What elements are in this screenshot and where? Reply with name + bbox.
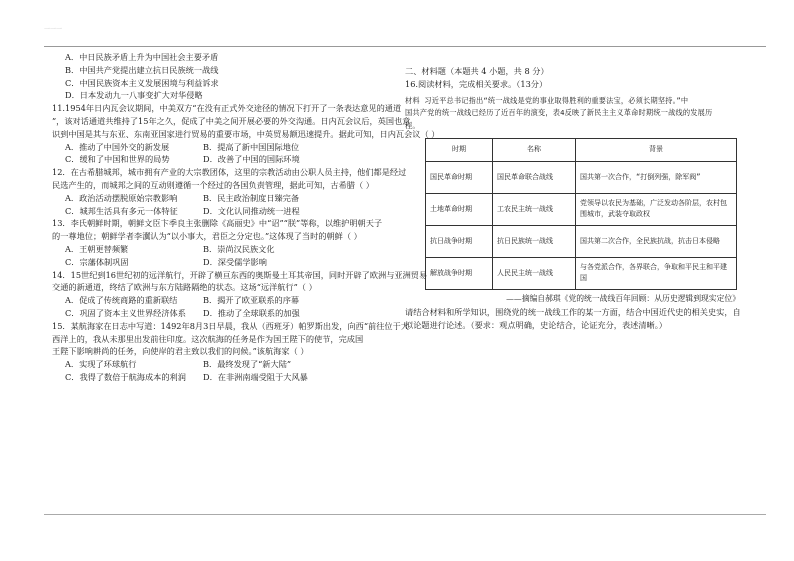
table-cell-period: 国民革命时期	[426, 161, 493, 193]
q15-option-d: D．在非洲南端受阻于大风暴	[203, 371, 308, 382]
q13-stem-2: 的一尊地位；朝鲜学者李瀷认为“以小事大，君臣之分定也。”这体现了当时的朝鲜（ ）	[52, 231, 362, 242]
q15-options-cd	[52, 371, 392, 384]
q14-options-cd	[52, 307, 392, 320]
q11-options-ab	[52, 141, 392, 154]
q15-option-b: B．最终发现了“新大陆”	[203, 359, 292, 370]
q13-stem-1: 13．李氏朝鲜时期，朝鲜文臣卞季良主张删除《高丽史》中“诏”“朕”等称，以维护明朝天子	[52, 218, 383, 229]
q12-stem-1: 12．在古希腊城邦，城市拥有产业的大宗教团体，这里的宗教活动由公职人员主持，他们都是经过	[52, 167, 407, 178]
q16-title: 16.阅读材料，完成相关要求。（13分）	[405, 78, 548, 89]
table-cell-period: 土地革命时期	[426, 193, 493, 225]
q11-option-b: B．提高了新中国国际地位	[203, 141, 300, 152]
q14-options-ab	[52, 294, 392, 307]
material-line-1: 材料 习近平总书记指出“统一战线是党的事业取得胜利的重要法宝，必须长期坚持。”中	[405, 95, 689, 105]
table-cell-background: 党领导以农民为基础，广泛发动各阶层，农村包围城市，武装夺取政权	[576, 193, 737, 225]
q15-stem-3: 王陛下影响耕尚的任务，向使岸的君主致以我们的问候。”该航海家（ ）	[52, 346, 309, 357]
q14-option-c: C．巩固了资本主义世界经济体系	[65, 307, 186, 318]
table-header-period: 时期	[426, 138, 493, 161]
q13-option-d: D．深受儒学影响	[203, 256, 267, 267]
q10-option-c: C．中国民族资本主义发展困境与利益诉求	[65, 77, 219, 88]
table-cell-background: 与各党派合作，各界联合，争取和平民主和平建国	[576, 257, 737, 289]
table-cell-name: 人民民主统一战线	[493, 257, 576, 289]
table-cell-period: 解放战争时期	[426, 257, 493, 289]
q12-option-c: C．城邦生活具有多元一体特征	[65, 205, 178, 216]
q13-options-cd	[52, 256, 392, 269]
united-front-table	[425, 138, 737, 290]
table-row	[426, 257, 737, 289]
requirement-line-2: 拟论题进行论述。（要求：观点明确，史论结合，论证充分，表述清晰。）	[405, 319, 667, 330]
q11-option-c: C．缓和了中国和世界的局势	[65, 154, 170, 165]
q13-option-a: A．王朝更替频繁	[65, 243, 129, 254]
q14-stem-1: 14．15世纪到16世纪初的远洋航行，开辟了横亘东西的奥斯曼土耳其帝国，同时开辟了欧洲与亚洲贸易	[52, 269, 428, 280]
table-header-background: 背景	[576, 138, 737, 161]
section-title: 二、材料题（本题共 4 小题，共 8 分）	[405, 66, 549, 76]
q12-option-a: A．政治活动摆脱原始宗教影响	[65, 192, 178, 203]
table-row	[426, 193, 737, 225]
q10-option-b: B．中国共产党提出建立抗日民族统一战线	[65, 64, 219, 75]
table-row	[426, 225, 737, 257]
bottom-rule	[44, 514, 766, 515]
q14-stem-2: 交通的新通道，终结了欧洲与东方陆路隔绝的状态。这场“远洋航行”（ ）	[52, 282, 317, 293]
q11-stem-2: ”，该对话通道共维持了15年之久，促成了中美之间开展必要的外交沟通。日内瓦会议后，英国也意	[52, 115, 411, 126]
left-column	[52, 51, 440, 384]
q12-option-b: B．民主政治制度日臻完备	[203, 192, 300, 203]
table-header-row	[426, 138, 737, 161]
table-cell-name: 工农民主统一战线	[493, 193, 576, 225]
q13-options-ab	[52, 243, 392, 256]
q12-options-cd	[52, 205, 392, 218]
table-cell-name: 抗日民族统一战线	[493, 225, 576, 257]
q11-options-cd	[52, 153, 392, 166]
table-cell-name: 国民革命联合战线	[493, 161, 576, 193]
table-cell-period: 抗日战争时期	[426, 225, 493, 257]
q14-option-d: D．推动了全球联系的加强	[203, 307, 300, 318]
q14-option-b: B．揭开了欧亚联系的序幕	[203, 295, 300, 306]
q15-stem-1: 15．某航海家在日志中写道：1492年8月3日早晨，我从（西班牙）帕罗斯出发，向西“前往位于大	[52, 320, 409, 331]
table-header-name: 名称	[493, 138, 576, 161]
table-cell-background: 国共第一次合作，“打倒列强，除军阀”	[576, 161, 737, 193]
material-line-2: 国共产党的统一战线已经历了近百年的演变，表4反映了新民主主义革命时期统一战线的发展历	[405, 108, 713, 118]
q10-option-a: A．中日民族矛盾上升为中国社会主要矛盾	[65, 52, 219, 62]
q12-stem-2: 民选产生的，而城邦之间的互动则遵循一个经过的各国负责管理，据此可知，古希腊（ ）	[52, 179, 374, 190]
q15-options-ab	[52, 358, 392, 371]
q14-option-a: A．促成了传统商路的重新联结	[65, 295, 178, 306]
q15-stem-2: 西洋上的，我从未那里出发前往印度。这次航海的任务是作为国王陛下的使节，完成国	[52, 333, 364, 344]
requirement-line-1: 请结合材料和所学知识，围绕党的统一战线工作的某一方面，结合中国近代史的相关史实，自	[405, 306, 741, 317]
top-rule	[44, 46, 766, 47]
q11-stem-3: 识到中国是其与东亚、东南亚国家进行贸易的重要市场，中英贸易额迅速提升。据此可知，日内瓦会议（ ）	[52, 128, 440, 139]
q11-option-a: A．推动了中国外交的新发展	[65, 141, 170, 152]
header-mark: 一一一	[44, 26, 63, 33]
material-source: ——摘编自郝琪《党的统一战线百年回顾：从历史逻辑到现实定位》	[506, 293, 740, 303]
q10-option-d: D．日本发动九一八事变扩大对华侵略	[65, 90, 203, 101]
q13-option-c: C．宗藩体制巩固	[65, 256, 129, 267]
q15-option-c: C．我得了数倍于航海成本的利润	[65, 371, 186, 382]
q13-option-b: B．崇尚汉民族文化	[203, 243, 275, 254]
right-column	[405, 51, 750, 331]
q15-option-a: A．实现了环球航行	[65, 359, 137, 370]
q12-option-d: D．文化认同推动统一进程	[203, 205, 300, 216]
q11-stem-1: 11.1954年日内瓦会议期间，中美双方“在没有正式外交途径的情况下打开了一条表达意见的通道	[52, 103, 402, 114]
q12-options-ab	[52, 192, 392, 205]
material-line-3: 程。	[405, 121, 420, 131]
table-row	[426, 161, 737, 193]
table-cell-background: 国共第二次合作，全民族抗战，抗击日本侵略	[576, 225, 737, 257]
q11-option-d: D．改善了中国的国际环境	[203, 154, 300, 165]
